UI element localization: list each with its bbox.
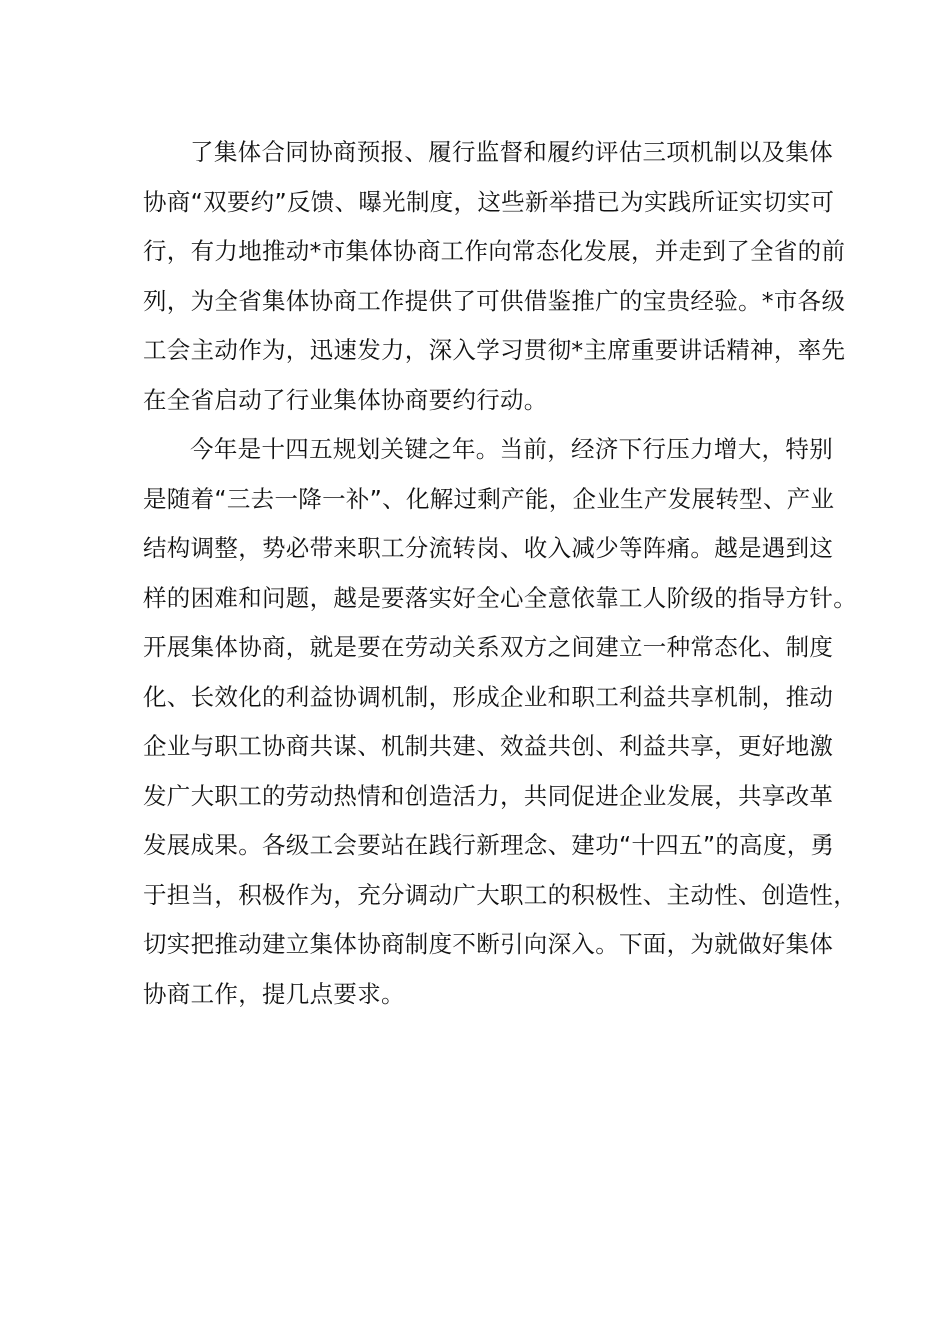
- paragraph-line: 企业与职工协商共谋、机制共建、效益共创、利益共享，更好地激: [143, 732, 834, 760]
- paragraph-line: 切实把推动建立集体协商制度不断引向深入。下面，为就做好集体: [143, 930, 834, 958]
- paragraph-line: 发广大职工的劳动热情和创造活力，共同促进企业发展，共享改革: [143, 781, 834, 810]
- paragraph-2: [143, 425, 857, 1019]
- paragraph-line: 今年是十四五规划关键之年。当前，经济下行压力增大，特别: [190, 435, 833, 463]
- paragraph-line: 结构调整，势必带来职工分流转岗、收入减少等阵痛。越是遇到这: [143, 534, 834, 562]
- paragraph-line: 列，为全省集体协商工作提供了可供借鉴推广的宝贵经验。*市各级: [143, 286, 846, 315]
- paragraph-line: 协商“双要约”反馈、曝光制度，这些新举措已为实践所证实切实可: [143, 187, 835, 216]
- paragraph-line: 工会主动作为，迅速发力，深入学习贯彻*主席重要讲话精神，率先: [143, 336, 846, 364]
- paragraph-line: 于担当，积极作为，充分调动广大职工的积极性、主动性、创造性，: [143, 880, 857, 909]
- paragraph-line: 化、长效化的利益协调机制，形成企业和职工利益共享机制，推动: [143, 682, 834, 711]
- paragraph-line: 行，有力地推动*市集体协商工作向常态化发展，并走到了全省的前: [143, 237, 846, 265]
- paragraph-line: 协商工作，提几点要求。: [143, 979, 405, 1008]
- paragraph-line: 了集体合同协商预报、履行监督和履约评估三项机制以及集体: [190, 138, 833, 166]
- paragraph-line: 样的困难和问题，越是要落实好全心全意依靠工人阶级的指导方针。: [143, 583, 857, 612]
- paragraph-line: 在全省启动了行业集体协商要约行动。: [143, 385, 548, 414]
- paragraph-line: 开展集体协商，就是要在劳动关系双方之间建立一种常态化、制度: [143, 633, 834, 661]
- paragraph-line: 是随着“三去一降一补”、化解过剩产能，企业生产发展转型、产业: [143, 484, 835, 513]
- paragraph-1: [143, 128, 846, 425]
- paragraph-line: 发展成果。各级工会要站在践行新理念、建功“十四五”的高度，勇: [143, 831, 835, 859]
